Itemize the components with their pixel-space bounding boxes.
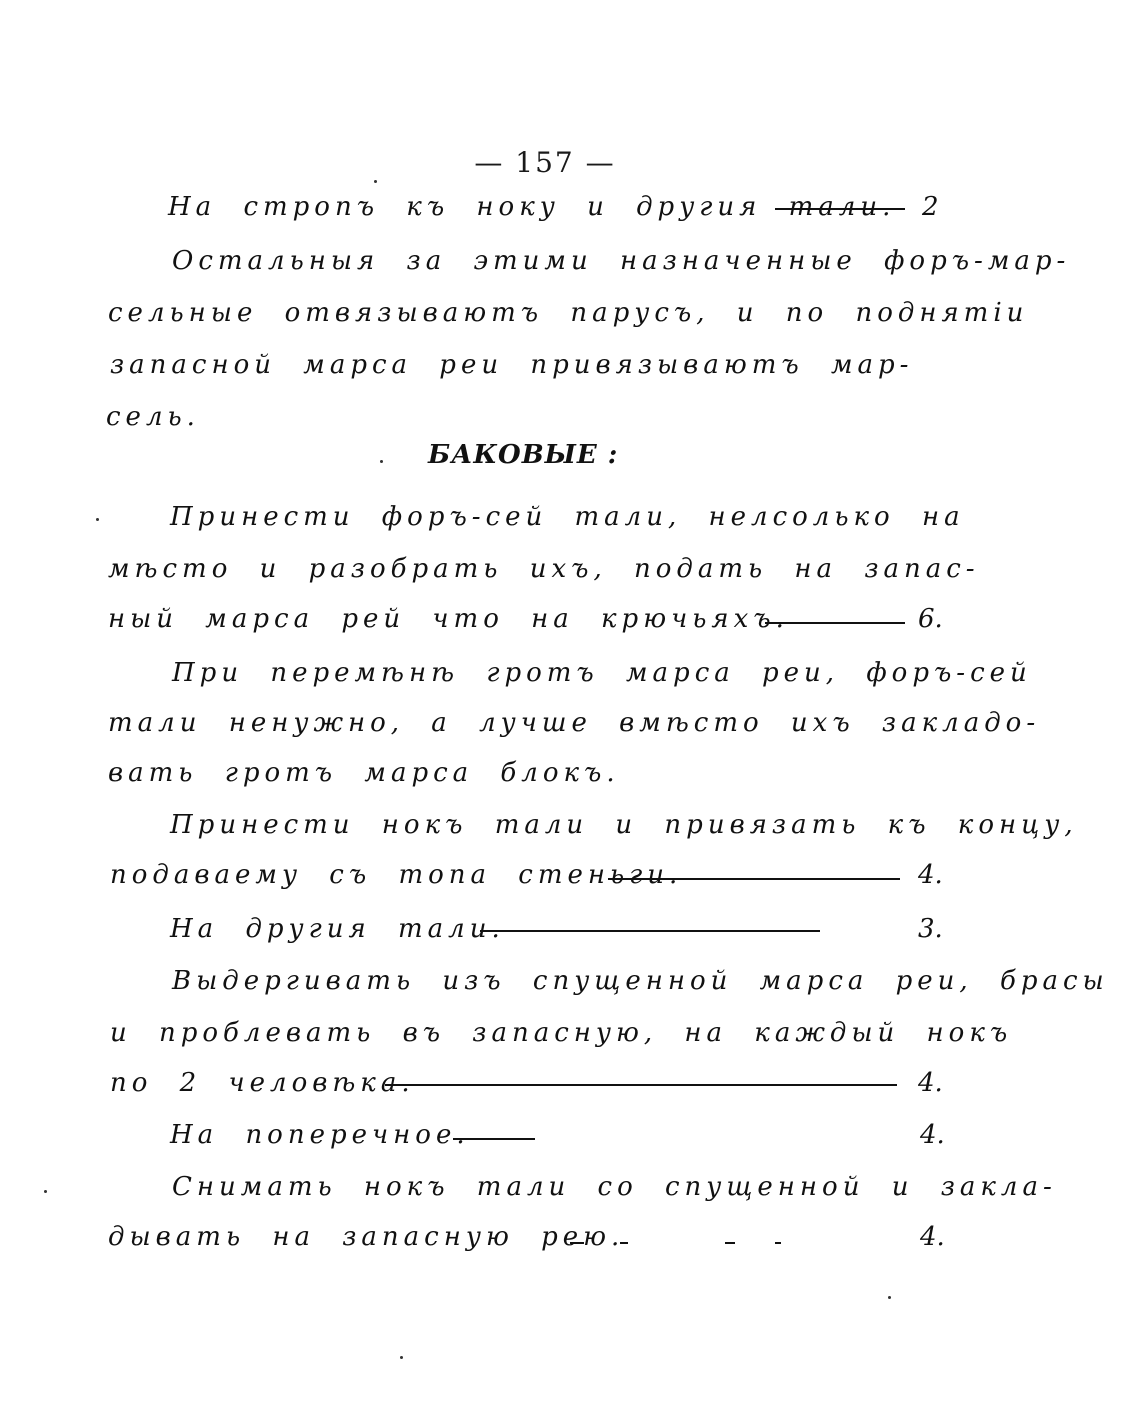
leader-line <box>385 1084 897 1086</box>
text-line <box>170 1120 470 1150</box>
line-text: На поперечное. <box>170 1120 470 1150</box>
leader-line <box>765 622 905 624</box>
line-number: 4. <box>920 1120 945 1150</box>
line-text: дывать на запасную рею. <box>108 1222 625 1252</box>
scan-speck <box>96 518 99 521</box>
line-number: 6. <box>918 604 943 634</box>
line-text: вать гротъ марса блокъ. <box>108 758 620 788</box>
text-line <box>108 1222 624 1252</box>
line-text: Выдергивать изъ спущенной марса реи, брасы <box>172 966 1109 996</box>
leader-line <box>480 930 820 932</box>
text-line <box>172 658 1032 688</box>
scan-speck <box>888 1296 891 1299</box>
page-number: — 157 — <box>474 146 616 179</box>
text-line <box>172 1172 1057 1202</box>
text-line <box>170 914 505 944</box>
line-text: На стропъ къ ноку и другия тали. <box>168 192 896 222</box>
section-heading: БАКОВЫЕ : <box>428 440 619 470</box>
line-number: 2 <box>922 192 939 222</box>
leader-dash <box>725 1242 735 1244</box>
line-text: сель. <box>106 402 200 432</box>
line-text: ный марса рей что на крючьяхъ. <box>108 604 789 634</box>
line-text: При перемѣнѣ гротъ марса реи, форъ-сей <box>172 658 1032 688</box>
text-line <box>108 604 789 634</box>
text-line <box>110 1018 1012 1048</box>
text-line <box>108 758 620 788</box>
text-line <box>106 402 200 432</box>
text-line <box>108 298 1028 328</box>
line-text: подаваему съ топа стеньги. <box>110 860 683 890</box>
text-line <box>172 966 1109 996</box>
leader-dash <box>570 1242 584 1244</box>
text-line <box>110 860 682 890</box>
text-line <box>168 192 895 222</box>
line-text: Принести нокъ тали и привязать къ концу, <box>170 810 1078 840</box>
line-text: и проблевать въ запасную, на каждый нокъ <box>110 1018 1013 1048</box>
scan-speck <box>44 1190 47 1193</box>
line-text: Остальныя за этими назначенные форъ-мар- <box>172 246 1071 276</box>
leader-line <box>608 878 900 880</box>
line-text: На другия тали. <box>170 914 505 944</box>
text-line <box>170 502 965 532</box>
line-text: по 2 человѣка. <box>110 1068 415 1098</box>
line-text: тали ненужно, а лучше вмѣсто ихъ закладо- <box>108 708 1041 738</box>
line-number: 4. <box>918 860 943 890</box>
scan-speck <box>400 1356 403 1359</box>
scan-speck <box>374 180 377 183</box>
leader-dash <box>620 1242 628 1244</box>
text-line <box>110 1068 415 1098</box>
line-text: запасной марса реи привязываютъ мар- <box>110 350 914 380</box>
leader-line <box>775 208 905 210</box>
text-line <box>108 554 980 584</box>
leader-dash <box>775 1242 781 1244</box>
line-text: мѣсто и разобрать ихъ, подать на запас- <box>108 554 980 584</box>
text-line <box>108 708 1040 738</box>
line-number: 3. <box>918 914 943 944</box>
text-line <box>110 350 913 380</box>
line-number: 4. <box>920 1222 945 1252</box>
line-text: сельные отвязываютъ парусъ, и по поднятіи <box>108 298 1029 328</box>
line-text: Снимать нокъ тали со спущенной и закла- <box>172 1172 1057 1202</box>
line-text: Принести форъ-сей тали, нелсолько на <box>170 502 965 532</box>
text-line <box>172 246 1070 276</box>
scan-speck <box>380 460 383 463</box>
line-number: 4. <box>918 1068 943 1098</box>
text-line <box>170 810 1078 840</box>
leader-line <box>453 1138 535 1140</box>
